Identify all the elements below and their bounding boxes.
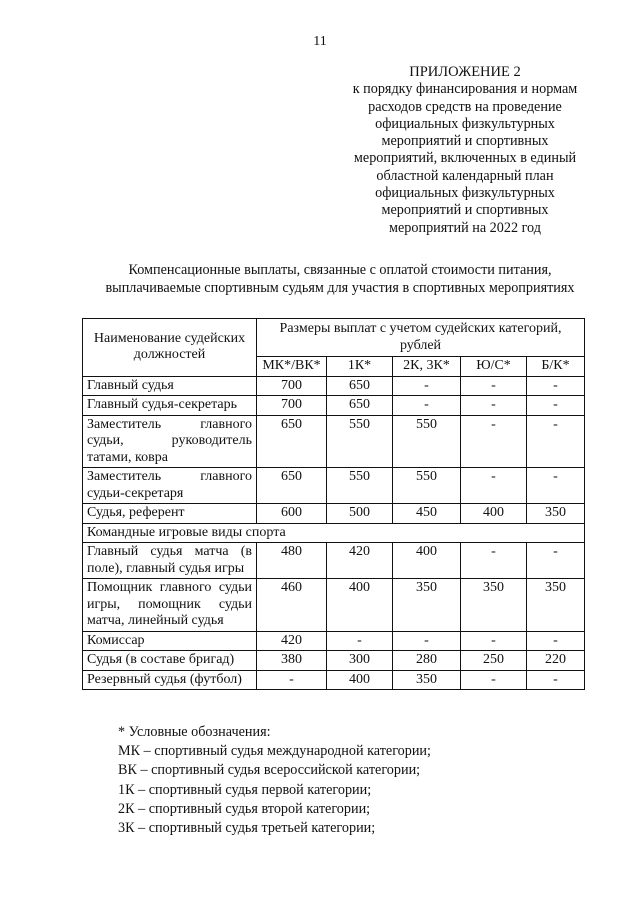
- note-item: МК – спортивный судья международной категории;: [118, 743, 431, 760]
- payment-value: 350: [393, 670, 461, 690]
- payment-value: 550: [393, 415, 461, 468]
- table-body-bottom: [83, 543, 585, 690]
- payment-value: -: [393, 376, 461, 396]
- table-row: [83, 543, 585, 579]
- page-number: 11: [313, 34, 327, 49]
- payment-value: -: [527, 631, 585, 651]
- note-item: 1К – спортивный судья первой категории;: [118, 781, 372, 798]
- table-row: [83, 415, 585, 468]
- payment-value: 400: [327, 579, 393, 632]
- payment-value: 220: [527, 651, 585, 671]
- heading-line: выплачиваемые спортивным судьям для участия в спортивных мероприятиях: [105, 280, 575, 296]
- payment-value: -: [527, 415, 585, 468]
- payment-value: -: [461, 396, 527, 416]
- payment-value: -: [527, 468, 585, 504]
- payment-value: 350: [461, 579, 527, 632]
- table-row: [83, 670, 585, 690]
- payment-value: 250: [461, 651, 527, 671]
- payment-value: 700: [257, 396, 327, 416]
- table-row: [83, 376, 585, 396]
- note-item: ВК – спортивный судья всероссийской категории;: [118, 762, 421, 779]
- position-name: Главный судья: [83, 376, 257, 396]
- payment-value: -: [461, 631, 527, 651]
- position-name: Судья (в составе бригад): [83, 651, 257, 671]
- position-name: Судья, референт: [83, 504, 257, 524]
- notes-block: [118, 723, 618, 838]
- payment-value: 600: [257, 504, 327, 524]
- payment-value: -: [461, 670, 527, 690]
- position-name: Заместитель главного судьи-секретаря: [83, 468, 257, 504]
- section-label: Командные игровые виды спорта: [83, 523, 585, 543]
- payments-table: [82, 318, 585, 690]
- payment-value: 550: [393, 468, 461, 504]
- appendix-line: официальных физкультурных: [375, 185, 555, 202]
- table-row: [83, 651, 585, 671]
- payment-value: 420: [257, 631, 327, 651]
- section-row: [83, 523, 585, 543]
- payment-value: 550: [327, 468, 393, 504]
- payment-value: 400: [461, 504, 527, 524]
- payment-value: -: [461, 468, 527, 504]
- payment-value: 350: [393, 579, 461, 632]
- payment-value: 650: [257, 415, 327, 468]
- payment-value: -: [461, 543, 527, 579]
- payment-value: 700: [257, 376, 327, 396]
- header-category: Ю/С*: [461, 357, 527, 377]
- payment-value: -: [527, 543, 585, 579]
- appendix-line: к порядку финансирования и нормам: [352, 81, 578, 98]
- position-name: Главный судья-секретарь: [83, 396, 257, 416]
- payment-value: 450: [393, 504, 461, 524]
- payment-value: 650: [327, 396, 393, 416]
- payment-value: 460: [257, 579, 327, 632]
- position-name: Резервный судья (футбол): [83, 670, 257, 690]
- appendix-line: мероприятий, включенных в единый: [353, 150, 577, 167]
- payment-value: -: [527, 396, 585, 416]
- appendix-block: [340, 64, 590, 237]
- position-name: Главный судья матча (в поле), главный судья игры: [83, 543, 257, 579]
- header-category: МК*/ВК*: [257, 357, 327, 377]
- table-row: [83, 504, 585, 524]
- table-row: [83, 396, 585, 416]
- payment-value: 650: [257, 468, 327, 504]
- appendix-line: официальных физкультурных: [375, 115, 555, 132]
- table-body-top: [83, 376, 585, 523]
- document-heading: [60, 261, 620, 297]
- payment-value: 350: [527, 504, 585, 524]
- table-row: [83, 468, 585, 504]
- heading-line: Компенсационные выплаты, связанные с оплатой стоимости питания,: [128, 262, 552, 278]
- appendix-line: расходов средств на проведение: [368, 98, 562, 115]
- position-name: Заместитель главного судьи, руководитель татами, ковра: [83, 415, 257, 468]
- payment-value: 300: [327, 651, 393, 671]
- payment-value: 380: [257, 651, 327, 671]
- header-category: 2К, 3К*: [393, 357, 461, 377]
- payment-value: 550: [327, 415, 393, 468]
- position-name: Помощник главного судьи игры, помощник судьи матча, линейный судья: [83, 579, 257, 632]
- payment-value: 280: [393, 651, 461, 671]
- header-category: Б/К*: [527, 357, 585, 377]
- appendix-line: мероприятий на 2022 год: [389, 219, 541, 236]
- payment-value: 420: [327, 543, 393, 579]
- appendix-line: областной календарный план: [376, 167, 554, 184]
- payment-value: 400: [393, 543, 461, 579]
- payment-value: -: [461, 376, 527, 396]
- payment-value: -: [527, 670, 585, 690]
- payment-value: 500: [327, 504, 393, 524]
- table-row: [83, 631, 585, 651]
- payment-value: 480: [257, 543, 327, 579]
- position-name: Комиссар: [83, 631, 257, 651]
- payment-value: 400: [327, 670, 393, 690]
- appendix-title: ПРИЛОЖЕНИЕ 2: [409, 64, 521, 80]
- payment-value: -: [527, 376, 585, 396]
- appendix-line: мероприятий и спортивных: [381, 202, 549, 219]
- note-item: 3К – спортивный судья третьей категории;: [118, 820, 376, 837]
- note-item: 2К – спортивный судья второй категории;: [118, 800, 371, 817]
- payment-value: -: [393, 396, 461, 416]
- payment-value: -: [257, 670, 327, 690]
- table-section: [83, 523, 585, 543]
- payment-value: -: [461, 415, 527, 468]
- header-payment-group: Размеры выплат с учетом судейских категорий, рублей: [257, 319, 585, 357]
- appendix-line: мероприятий и спортивных: [381, 133, 549, 150]
- payment-value: 350: [527, 579, 585, 632]
- table-row: [83, 579, 585, 632]
- payment-value: -: [327, 631, 393, 651]
- payment-value: -: [393, 631, 461, 651]
- header-position-name: Наименование судейских должностей: [83, 319, 257, 377]
- notes-title: * Условные обозначения:: [118, 724, 271, 740]
- header-category: 1К*: [327, 357, 393, 377]
- payment-value: 650: [327, 376, 393, 396]
